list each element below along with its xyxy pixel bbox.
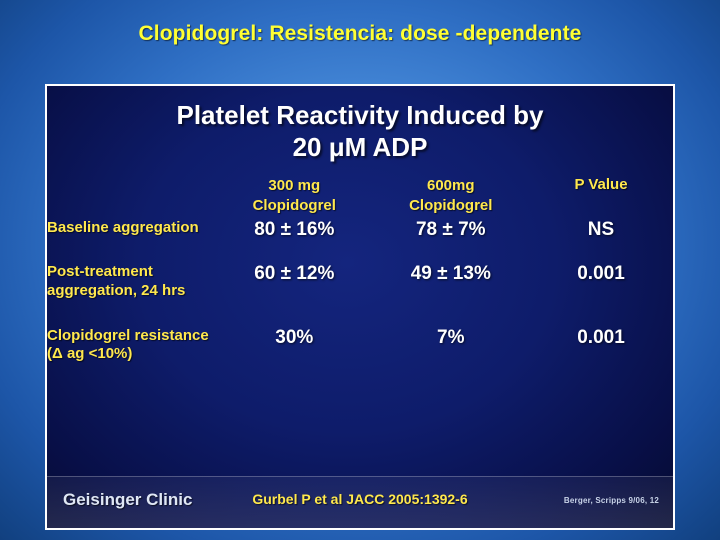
figure-title <box>47 100 673 163</box>
footer-divider <box>47 476 673 477</box>
cell-resistance-pvalue: 0.001 <box>577 326 625 348</box>
table-row <box>47 215 673 263</box>
clinic-name: Geisinger Clinic <box>63 490 193 509</box>
figure-title-line2: 20 μM ADP <box>292 131 428 162</box>
header-row-label <box>47 176 216 215</box>
results-table <box>47 176 673 368</box>
header-dose-300-drug: Clopidogrel <box>252 196 336 214</box>
row-label-post-treatment: Post-treatment aggregation, 24 hrs <box>47 263 186 299</box>
cell-resistance-600: 7% <box>437 326 465 348</box>
figure-title-line1: Platelet Reactivity Induced by <box>176 100 544 130</box>
table-row <box>47 263 673 327</box>
cell-baseline-pvalue: NS <box>587 219 615 240</box>
header-p-value: P Value <box>574 176 628 193</box>
table-row <box>47 327 673 369</box>
cell-resistance-300: 30% <box>275 326 314 348</box>
header-dose-300-amount: 300 mg <box>268 177 321 194</box>
header-dose-600-amount: 600mg <box>427 177 475 194</box>
header-dose-600 <box>373 176 530 215</box>
cell-post-treatment-600: 49 ± 13% <box>410 263 491 284</box>
credit-text: Berger, Scripps 9/06, 12 <box>563 496 659 505</box>
header-dose-300 <box>216 176 373 215</box>
slide-title: Clopidogrel: Resistencia: dose -dependente <box>138 22 582 45</box>
citation-text: Gurbel P et al JACC 2005:1392-6 <box>252 491 468 507</box>
figure-canvas <box>47 86 673 528</box>
table-header-row <box>47 176 673 215</box>
header-dose-600-drug: Clopidogrel <box>409 196 493 214</box>
slide-image <box>45 84 675 530</box>
cell-baseline-600: 78 ± 7% <box>415 219 486 240</box>
cell-post-treatment-300: 60 ± 12% <box>254 263 335 284</box>
cell-baseline-300: 80 ± 16% <box>254 219 335 240</box>
cell-post-treatment-pvalue: 0.001 <box>577 263 625 284</box>
row-label-baseline: Baseline aggregation <box>47 219 199 236</box>
figure-footer <box>47 476 673 528</box>
row-label-resistance: Clopidogrel resistance (Δ ag <10%) <box>47 326 209 363</box>
